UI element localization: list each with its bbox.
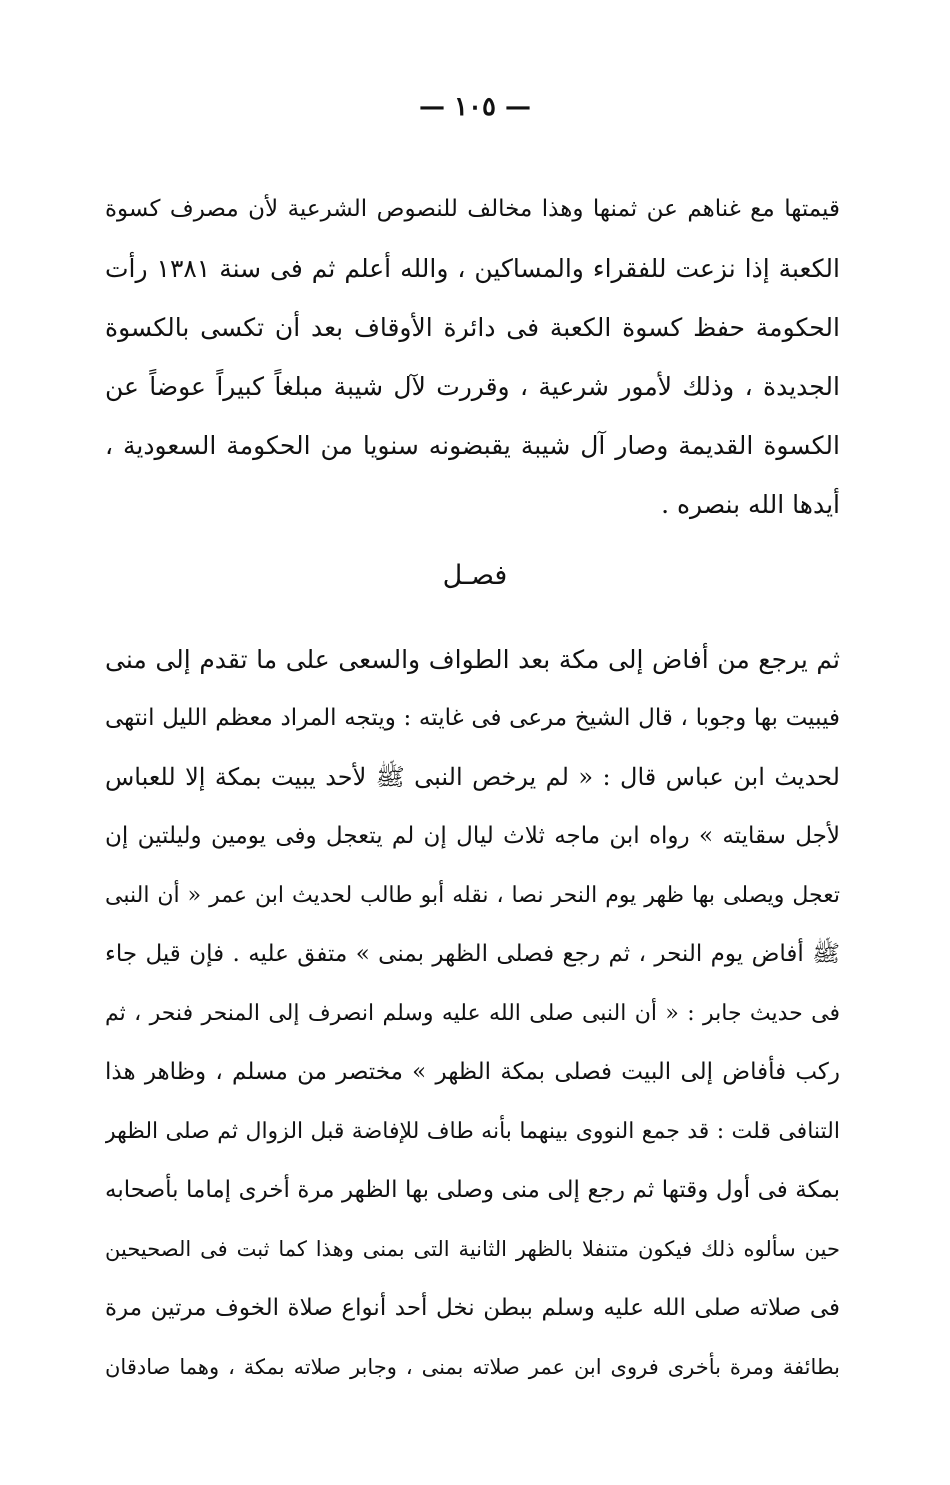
- text-line: تعجل ويصلى بها ظهر يوم النحر نصا ، نقله أبو طالب لحديث ابن عمر « أن النبى: [105, 883, 840, 908]
- text-line: بمكة فى أول وقتها ثم رجع إلى منى وصلى بها الظهر مرة أخرى إماما بأصحابه: [105, 1177, 840, 1203]
- text-line: الحكومة حفظ كسوة الكعبة فى دائرة الأوقاف بعد أن تكسى بالكسوة: [105, 313, 840, 342]
- text-line: لأجل سقايته » رواه ابن ماجه ثلاث ليال إن لم يتعجل وفى يومين وليلتين إن: [105, 823, 840, 849]
- paragraph-kiswa: [105, 180, 840, 534]
- text-line: ركب فأفاض إلى البيت فصلى بمكة الظهر » مختصر من مسلم ، وظاهر هذا: [105, 1059, 840, 1085]
- text-line: حين سألوه ذلك فيكون متنفلا بالظهر الثانية التى بمنى وهذا كما ثبت فى الصحيحين: [105, 1237, 840, 1261]
- text-line: بطائفة ومرة بأخرى فروى ابن عمر صلاته بمنى ، وجابر صلاته بمكة ، وهما صادقان: [105, 1355, 840, 1379]
- text-line: فيبيت بها وجوبا ، قال الشيخ مرعى فى غايته : ويتجه المراد معظم الليل انتهى: [105, 705, 840, 731]
- text-line: فى صلاته صلى الله عليه وسلم ببطن نخل أحد أنواع صلاة الخوف مرتين مرة: [105, 1295, 840, 1321]
- paragraph-mina: [105, 630, 840, 1397]
- page-number: — ١٠٥ —: [418, 92, 532, 122]
- text-line: أيدها الله بنصره .: [661, 490, 840, 519]
- text-line: الكسوة القديمة وصار آل شيبة يقبضونه سنويا من الحكومة السعودية ،: [105, 431, 840, 460]
- text-line: ثم يرجع من أفاض إلى مكة بعد الطواف والسعى على ما تقدم إلى منى: [105, 645, 840, 674]
- section-heading: فصـل: [442, 560, 508, 591]
- text-line: التنافى قلت : قد جمع النووى بينهما بأنه طاف للإفاضة قبل الزوال ثم صلى الظهر: [105, 1119, 840, 1144]
- text-line: الكعبة إذا نزعت للفقراء والمساكين ، والله أعلم ثم فى سنة ١٣٨١ رأت: [105, 254, 840, 283]
- text-line: ﷺ أفاض يوم النحر ، ثم رجع فصلى الظهر بمنى » متفق عليه . فإن قيل جاء: [105, 941, 840, 967]
- text-line: لحديث ابن عباس قال : « لم يرخص النبى ﷺ لأحد يبيت بمكة إلا للعباس: [105, 763, 840, 791]
- text-line: فى حديث جابر : « أن النبى صلى الله عليه وسلم انصرف إلى المنحر فنحر ، ثم: [105, 1001, 840, 1026]
- text-line: الجديدة ، وذلك لأمور شرعية ، وقررت لآل شيبة مبلغاً كبيراً عوضاً عن: [105, 372, 840, 401]
- text-line: قيمتها مع غناهم عن ثمنها وهذا مخالف للنصوص الشرعية لأن مصرف كسوة: [105, 196, 840, 222]
